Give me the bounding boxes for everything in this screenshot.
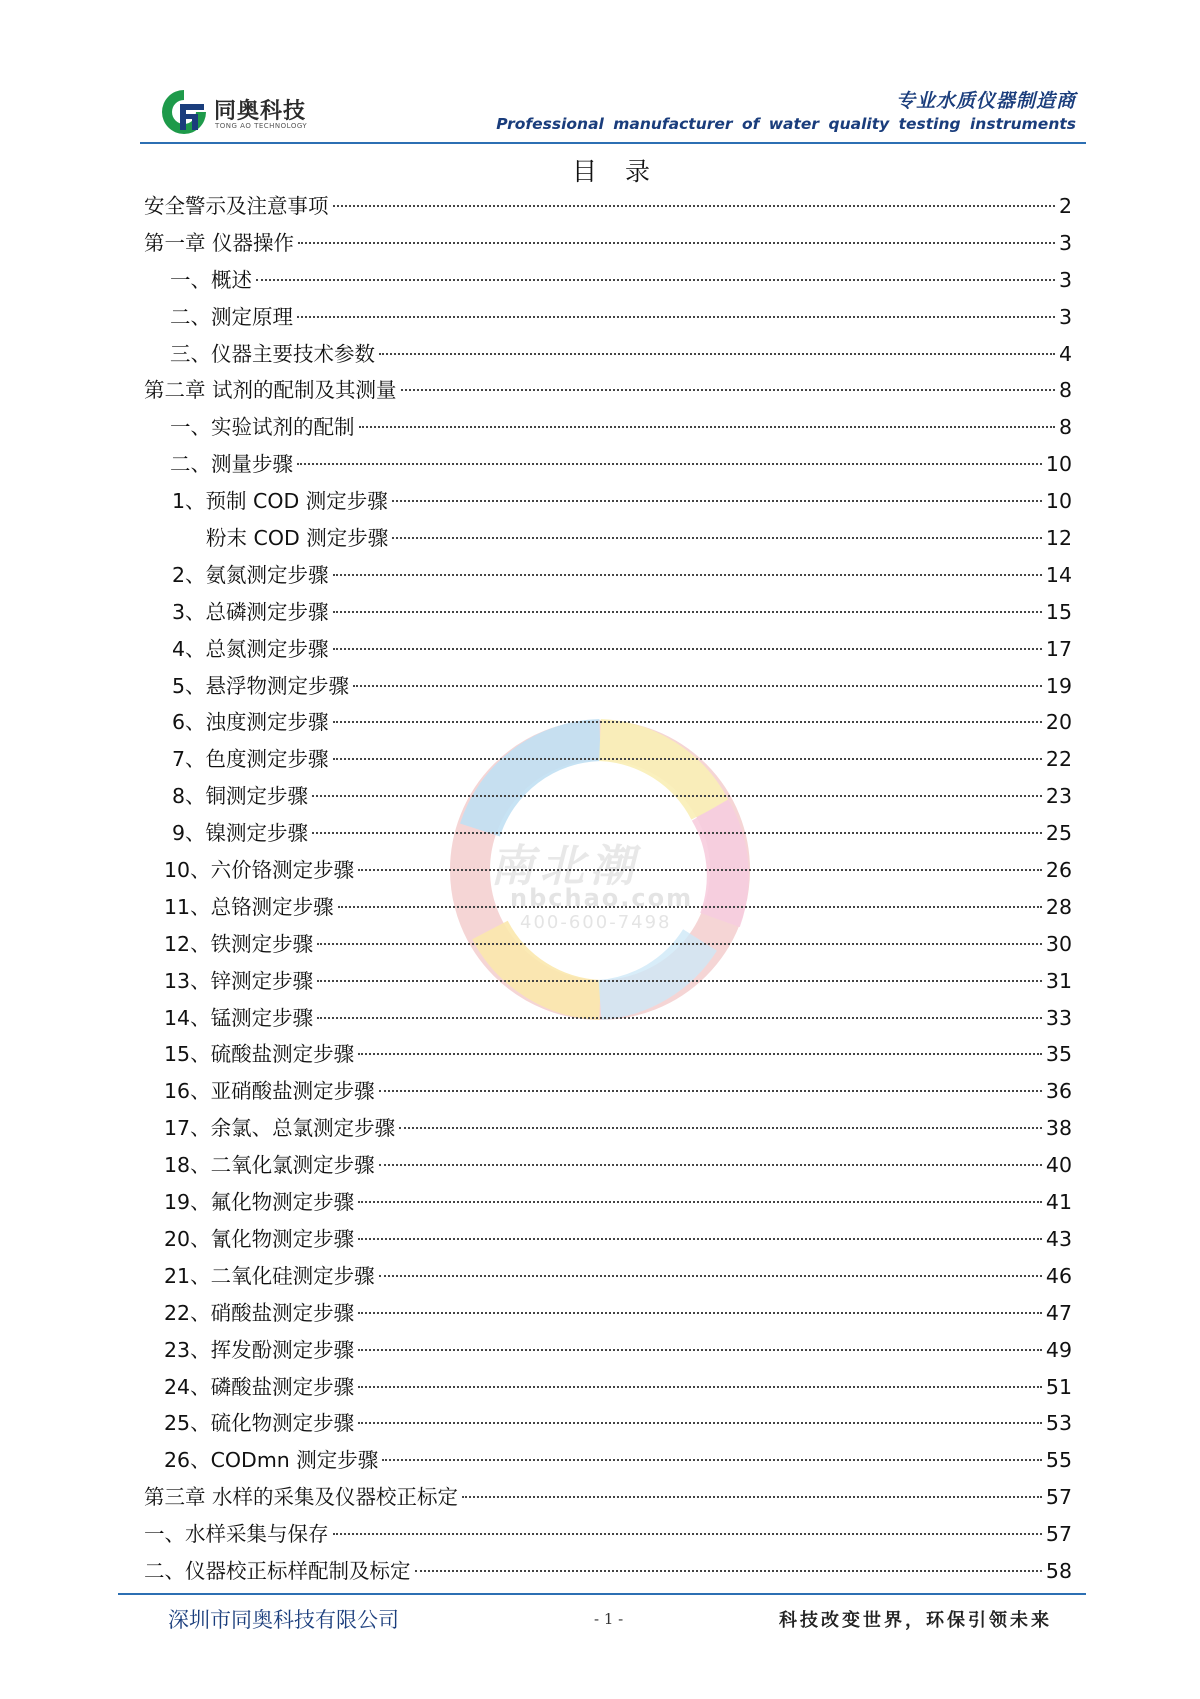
toc-entry-page: 33 — [1045, 1005, 1072, 1030]
toc-entry[interactable] — [144, 1221, 1072, 1258]
toc-dot-leader — [382, 1458, 1042, 1461]
toc-entry-label: 19、氟化物测定步骤 — [164, 1190, 355, 1215]
toc-entry[interactable] — [144, 225, 1072, 262]
toc-entry-page: 3 — [1058, 304, 1072, 329]
toc-entry[interactable] — [144, 1332, 1072, 1369]
toc-entry[interactable] — [144, 668, 1072, 705]
toc-entry-label: 4、总氮测定步骤 — [172, 636, 329, 661]
logo-mark-icon — [160, 88, 210, 136]
toc-dot-leader — [462, 1495, 1042, 1498]
toc-entry-page: 8 — [1058, 415, 1072, 440]
toc-entry-label: 16、亚硝酸盐测定步骤 — [164, 1079, 375, 1104]
toc-entry[interactable] — [144, 963, 1072, 1000]
toc-entry-label: 7、色度测定步骤 — [172, 747, 329, 772]
header-tagline-en: Professional manufacturer of water quality testing instruments — [496, 115, 1076, 133]
toc-dot-leader — [333, 204, 1055, 207]
toc-dot-leader — [298, 241, 1055, 244]
watermark-text-phone: 400-600-7498 — [520, 912, 672, 933]
toc-dot-leader — [353, 684, 1042, 687]
toc-entry[interactable] — [144, 926, 1072, 963]
toc-entry[interactable] — [144, 889, 1072, 926]
toc-entry-label: 21、二氧化硅测定步骤 — [164, 1263, 375, 1288]
toc-entry[interactable] — [144, 372, 1072, 409]
toc-entry[interactable] — [144, 1073, 1072, 1110]
toc-entry-page: 3 — [1058, 230, 1072, 255]
toc-entry-page: 35 — [1045, 1042, 1072, 1067]
toc-dot-leader — [312, 794, 1042, 797]
toc-entry[interactable] — [144, 446, 1072, 483]
toc-entry-label: 3、总磷测定步骤 — [172, 599, 329, 624]
toc-entry-page: 23 — [1045, 784, 1072, 809]
header-tagline-cn: 专业水质仪器制造商 — [895, 90, 1076, 112]
toc-entry-label: 26、CODmn 测定步骤 — [164, 1448, 379, 1473]
footer-company: 深圳市同奥科技有限公司 — [168, 1608, 399, 1632]
toc-dot-leader — [358, 1348, 1042, 1351]
toc-title: 目 录 — [572, 157, 660, 186]
toc-entry-page: 12 — [1045, 526, 1072, 551]
toc-dot-leader — [358, 1421, 1042, 1424]
toc-entry-page: 4 — [1058, 341, 1072, 366]
toc-dot-leader — [338, 905, 1042, 908]
toc-entry[interactable] — [144, 1553, 1072, 1590]
toc-entry-label: 5、悬浮物测定步骤 — [172, 673, 350, 698]
toc-entry-label: 15、硫酸盐测定步骤 — [164, 1042, 355, 1067]
toc-entry[interactable] — [144, 815, 1072, 852]
toc-entry[interactable] — [144, 1036, 1072, 1073]
toc-entry-label: 一、概述 — [170, 267, 252, 292]
toc-dot-leader — [333, 573, 1042, 576]
toc-entry[interactable] — [144, 1442, 1072, 1479]
toc-entry-page: 28 — [1045, 894, 1072, 919]
toc-dot-leader — [359, 425, 1055, 428]
toc-dot-leader — [399, 1126, 1042, 1129]
toc-dot-leader — [333, 757, 1042, 760]
toc-entry-page: 3 — [1058, 267, 1072, 292]
toc-entry[interactable] — [144, 1405, 1072, 1442]
toc-entry[interactable] — [144, 299, 1072, 336]
toc-entry[interactable] — [144, 483, 1072, 520]
toc-entry-label: 三、仪器主要技术参数 — [170, 341, 375, 366]
logo-text-cn: 同奥科技 — [214, 99, 307, 124]
toc-entry-page: 10 — [1045, 489, 1072, 514]
toc-entry-label: 第二章 试剂的配制及其测量 — [144, 378, 397, 403]
toc-entry-label: 23、挥发酚测定步骤 — [164, 1337, 355, 1362]
toc-entry-label: 一、水样采集与保存 — [144, 1522, 329, 1547]
toc-entry-label: 6、浊度测定步骤 — [172, 710, 329, 735]
toc-entry[interactable] — [144, 1184, 1072, 1221]
toc-entry[interactable] — [144, 1479, 1072, 1516]
toc-dot-leader — [401, 388, 1055, 391]
toc-entry-label: 1、预制 COD 测定步骤 — [172, 489, 388, 514]
toc-entry-label: 2、氨氮测定步骤 — [172, 562, 329, 587]
toc-entry-label: 8、铜测定步骤 — [172, 784, 309, 809]
toc-entry-label: 14、锰测定步骤 — [164, 1005, 314, 1030]
table-of-contents — [144, 188, 1072, 1590]
toc-entry-page: 55 — [1045, 1448, 1072, 1473]
toc-entry-label: 24、磷酸盐测定步骤 — [164, 1374, 355, 1399]
toc-entry-page: 14 — [1045, 562, 1072, 587]
toc-entry-page: 47 — [1045, 1300, 1072, 1325]
toc-dot-leader — [333, 647, 1042, 650]
toc-entry[interactable] — [144, 188, 1072, 225]
toc-dot-leader — [392, 536, 1042, 539]
toc-entry[interactable] — [144, 704, 1072, 741]
toc-entry[interactable] — [144, 741, 1072, 778]
toc-entry-page: 43 — [1045, 1226, 1072, 1251]
toc-entry[interactable] — [144, 778, 1072, 815]
toc-entry-label: 安全警示及注意事项 — [144, 194, 329, 218]
toc-entry-page: 30 — [1045, 931, 1072, 956]
toc-dot-leader — [317, 1016, 1042, 1019]
toc-dot-leader — [312, 831, 1042, 834]
toc-entry-page: 15 — [1045, 599, 1072, 624]
toc-dot-leader — [333, 720, 1042, 723]
toc-entry-page: 57 — [1045, 1522, 1072, 1547]
toc-dot-leader — [317, 942, 1042, 945]
toc-entry-page: 49 — [1045, 1337, 1072, 1362]
toc-dot-leader — [333, 610, 1042, 613]
watermark-text-url: nbchao.com — [510, 884, 694, 912]
toc-dot-leader — [358, 1311, 1042, 1314]
toc-entry-label: 9、镍测定步骤 — [172, 821, 309, 846]
toc-dot-leader — [379, 1274, 1042, 1277]
toc-entry-page: 17 — [1045, 636, 1072, 661]
toc-entry[interactable] — [144, 1258, 1072, 1295]
toc-entry-page: 2 — [1058, 194, 1072, 218]
footer-slogan: 科技改变世界，环保引领未来 — [779, 1610, 1052, 1631]
toc-dot-leader — [358, 1052, 1042, 1055]
toc-entry-page: 25 — [1045, 821, 1072, 846]
toc-dot-leader — [317, 979, 1042, 982]
toc-entry-page: 57 — [1045, 1485, 1072, 1510]
toc-dot-leader — [379, 1089, 1042, 1092]
footer-divider — [118, 1593, 1086, 1595]
watermark-text-cn: 南北潮 — [490, 841, 640, 892]
toc-entry-label: 11、总铬测定步骤 — [164, 894, 334, 919]
toc-entry-label: 粉末 COD 测定步骤 — [206, 526, 389, 551]
toc-entry-label: 第三章 水样的采集及仪器校正标定 — [144, 1485, 459, 1510]
toc-entry-page: 31 — [1045, 968, 1072, 993]
toc-entry-label: 12、铁测定步骤 — [164, 931, 314, 956]
toc-entry-page: 58 — [1045, 1558, 1072, 1583]
toc-entry[interactable] — [144, 1110, 1072, 1147]
toc-entry-label: 二、测定原理 — [170, 304, 293, 329]
toc-entry[interactable] — [144, 852, 1072, 889]
toc-entry-label: 18、二氧化氯测定步骤 — [164, 1153, 375, 1178]
toc-entry-page: 40 — [1045, 1153, 1072, 1178]
toc-entry-label: 13、锌测定步骤 — [164, 968, 314, 993]
toc-dot-leader — [392, 499, 1042, 502]
toc-entry-page: 19 — [1045, 673, 1072, 698]
toc-entry-label: 一、实验试剂的配制 — [170, 415, 355, 440]
toc-entry-label: 22、硝酸盐测定步骤 — [164, 1300, 355, 1325]
toc-entry-page: 51 — [1045, 1374, 1072, 1399]
toc-entry[interactable] — [144, 594, 1072, 631]
toc-entry-label: 二、测量步骤 — [170, 452, 293, 477]
toc-dot-leader — [415, 1569, 1042, 1572]
toc-entry-label: 二、仪器校正标样配制及标定 — [144, 1558, 411, 1583]
toc-entry-page: 53 — [1045, 1411, 1072, 1436]
toc-entry-label: 17、余氯、总氯测定步骤 — [164, 1116, 396, 1141]
toc-entry-label: 25、硫化物测定步骤 — [164, 1411, 355, 1436]
toc-entry-page: 46 — [1045, 1263, 1072, 1288]
company-logo — [160, 88, 320, 136]
toc-entry-page: 38 — [1045, 1116, 1072, 1141]
toc-entry[interactable] — [144, 1516, 1072, 1553]
page-header — [0, 0, 1200, 150]
toc-entry-page: 36 — [1045, 1079, 1072, 1104]
toc-entry-page: 10 — [1045, 452, 1072, 477]
toc-entry-label: 20、氰化物测定步骤 — [164, 1226, 355, 1251]
toc-entry[interactable] — [144, 557, 1072, 594]
toc-entry[interactable] — [144, 631, 1072, 668]
toc-entry-page: 22 — [1045, 747, 1072, 772]
toc-entry[interactable] — [144, 336, 1072, 373]
toc-dot-leader — [297, 462, 1042, 465]
toc-dot-leader — [358, 1385, 1042, 1388]
toc-entry-page: 41 — [1045, 1190, 1072, 1215]
toc-entry[interactable] — [144, 520, 1072, 557]
toc-entry[interactable] — [144, 1000, 1072, 1037]
toc-entry-page: 26 — [1045, 858, 1072, 883]
toc-entry-label: 第一章 仪器操作 — [144, 230, 295, 255]
header-divider — [140, 142, 1086, 144]
toc-entry[interactable] — [144, 262, 1072, 299]
toc-entry[interactable] — [144, 409, 1072, 446]
toc-dot-leader — [358, 868, 1042, 871]
toc-dot-leader — [297, 315, 1055, 318]
toc-entry-label: 10、六价铬测定步骤 — [164, 858, 355, 883]
toc-entry[interactable] — [144, 1295, 1072, 1332]
toc-dot-leader — [333, 1532, 1042, 1535]
toc-entry-page: 20 — [1045, 710, 1072, 735]
toc-dot-leader — [379, 1163, 1042, 1166]
toc-dot-leader — [379, 352, 1055, 355]
toc-entry-page: 8 — [1058, 378, 1072, 403]
toc-dot-leader — [358, 1200, 1042, 1203]
footer-page-number: - 1 - — [594, 1610, 624, 1628]
logo-text-en: TONG AO TECHNOLOGY — [215, 122, 308, 130]
toc-entry[interactable] — [144, 1147, 1072, 1184]
toc-dot-leader — [358, 1237, 1042, 1240]
toc-entry[interactable] — [144, 1369, 1072, 1406]
toc-dot-leader — [256, 278, 1055, 281]
